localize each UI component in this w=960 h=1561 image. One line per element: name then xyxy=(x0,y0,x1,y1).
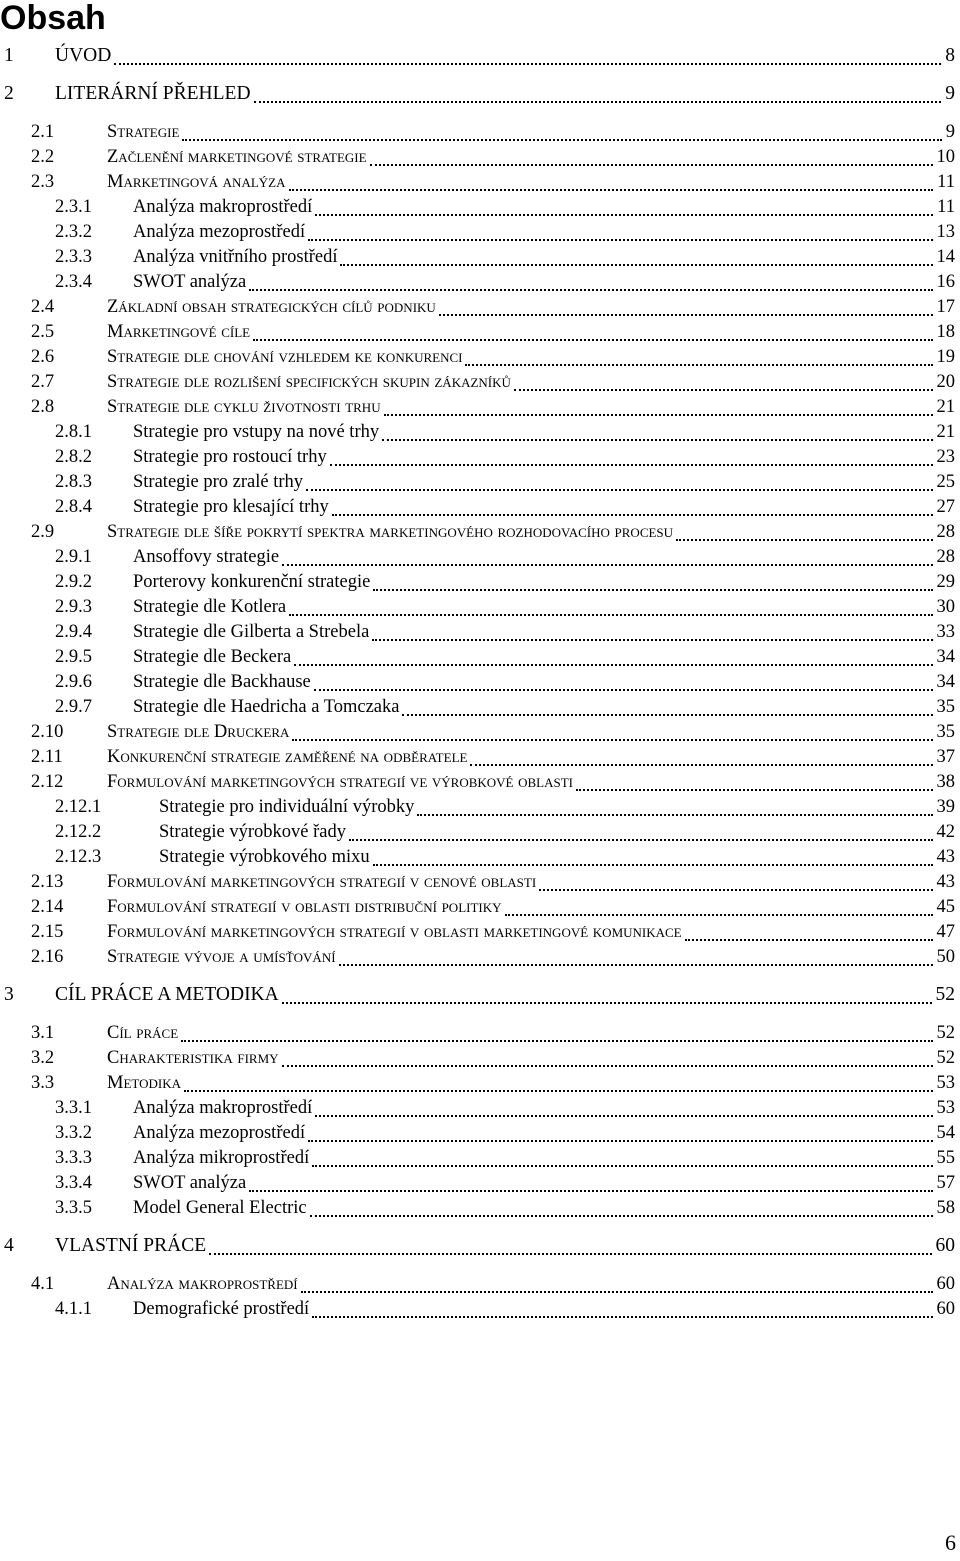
toc-entry-page: 37 xyxy=(936,747,955,767)
toc-entry-label: Strategie dle Haedricha a Tomczaka xyxy=(133,697,400,717)
toc-entry-label: Strategie dle Beckera xyxy=(133,647,292,667)
toc-entry-leader xyxy=(539,889,932,891)
toc-entry-leader xyxy=(384,414,933,416)
toc-entry-label: Strategie dle šíře pokrytí spektra marketingového rozhodovacího procesu xyxy=(107,522,674,542)
toc-entry-number: 2.1 xyxy=(31,122,55,142)
toc-entry-page: 33 xyxy=(936,622,955,642)
toc-entry-label: Strategie dle rozlišení specifických skupin zákazníků xyxy=(107,372,511,392)
toc-entry[interactable] xyxy=(0,595,955,619)
toc-entry-number: 2.3.1 xyxy=(55,197,92,217)
toc-entry-label: SWOT analýza xyxy=(133,1173,247,1193)
toc-entry[interactable] xyxy=(0,520,955,544)
toc-entry-number: 3.3.3 xyxy=(55,1148,92,1168)
toc-entry-number: 2.3.3 xyxy=(55,247,92,267)
toc-entry[interactable] xyxy=(0,1297,955,1321)
toc-entry-page: 21 xyxy=(936,397,955,417)
toc-entry-page: 19 xyxy=(936,347,955,367)
toc-entry[interactable] xyxy=(0,120,955,144)
toc-entry-page: 43 xyxy=(936,872,955,892)
toc-entry[interactable] xyxy=(0,395,955,419)
toc-entry-page: 23 xyxy=(936,447,955,467)
toc-entry-leader xyxy=(209,1253,931,1255)
toc-entry-label: Cíl práce xyxy=(107,1023,179,1043)
toc-entry-leader xyxy=(181,1040,932,1042)
toc-entry[interactable] xyxy=(0,645,955,669)
toc-entry[interactable] xyxy=(0,44,955,68)
toc-entry-number: 2.9.1 xyxy=(55,547,92,567)
toc-entry-label: Strategie dle chování vzhledem ke konkurenci xyxy=(107,347,463,367)
toc-entry-leader xyxy=(306,489,932,491)
toc-entry-leader xyxy=(373,864,933,866)
toc-entry-label: Strategie dle Backhause xyxy=(133,672,311,692)
toc-entry-label: VLASTNÍ PRÁCE xyxy=(55,1235,207,1256)
toc-entry[interactable] xyxy=(0,570,955,594)
toc-entry-page: 25 xyxy=(936,472,955,492)
toc-entry-label: Základní obsah strategických cílů podniku xyxy=(107,297,436,317)
toc-entry[interactable] xyxy=(0,770,955,794)
toc-entry-leader xyxy=(114,63,941,65)
toc-entry-number: 1 xyxy=(4,45,14,66)
toc-entry-leader xyxy=(289,189,934,191)
toc-entry-label: LITERÁRNÍ PŘEHLED xyxy=(55,83,251,104)
toc-entry-leader xyxy=(370,164,933,166)
toc-entry-number: 2.9 xyxy=(31,522,55,542)
toc-entry-number: 2.9.4 xyxy=(55,622,92,642)
toc-entry-label: Demografické prostředí xyxy=(133,1299,310,1319)
toc-entry-page: 53 xyxy=(936,1073,955,1093)
toc-entry-page: 9 xyxy=(945,122,955,142)
toc-entry-page: 53 xyxy=(936,1098,955,1118)
toc-entry-number: 2.8.3 xyxy=(55,472,92,492)
toc-entry-page: 16 xyxy=(936,272,955,292)
toc-entry-leader xyxy=(254,101,942,103)
toc-entry[interactable] xyxy=(0,1146,955,1170)
toc-entry-leader xyxy=(332,514,933,516)
toc-entry-page: 60 xyxy=(936,1299,955,1319)
toc-entry-leader xyxy=(505,914,933,916)
toc-entry-number: 2.3 xyxy=(31,172,55,192)
toc-entry-leader xyxy=(282,564,932,566)
toc-entry-label: Formulování marketingových strategií ve výrobkové oblasti xyxy=(107,772,574,792)
toc-entry-label: Metodika xyxy=(107,1073,181,1093)
toc-entry-number: 3.3.2 xyxy=(55,1123,92,1143)
toc-entry-number: 4.1 xyxy=(31,1274,55,1294)
toc-entry-label: Marketingová analýza xyxy=(107,172,286,192)
toc-entry[interactable] xyxy=(0,1171,955,1195)
toc-entry[interactable] xyxy=(0,220,955,244)
toc-entry-leader xyxy=(465,364,932,366)
toc-entry-leader xyxy=(514,389,933,391)
toc-entry-label: CÍL PRÁCE A METODIKA xyxy=(55,984,279,1005)
toc-entry-label: Formulování marketingových strategií v oblasti marketingové komunikace xyxy=(107,922,682,942)
toc-entry-number: 2.4 xyxy=(31,297,55,317)
toc-entry[interactable] xyxy=(0,795,955,819)
toc-entry-page: 34 xyxy=(936,672,955,692)
toc-entry-number: 2.11 xyxy=(31,747,63,767)
toc-entry-label: Konkurenční strategie zaměřené na odběratele xyxy=(107,747,468,767)
toc-entry-label: Strategie pro vstupy na nové trhy xyxy=(133,422,380,442)
toc-entry-page: 27 xyxy=(936,497,955,517)
toc-entry-page: 35 xyxy=(936,697,955,717)
toc-entry-label: Marketingové cíle xyxy=(107,322,251,342)
toc-entry-number: 3.3.1 xyxy=(55,1098,92,1118)
toc-entry-page: 52 xyxy=(935,984,955,1005)
toc-entry-page: 29 xyxy=(936,572,955,592)
toc-entry-leader xyxy=(289,614,932,616)
toc-entry-number: 2.2 xyxy=(31,147,55,167)
toc-entry-number: 3.3.5 xyxy=(55,1198,92,1218)
toc-entry-page: 14 xyxy=(936,247,955,267)
toc-entry-page: 54 xyxy=(936,1123,955,1143)
toc-entry-number: 2.10 xyxy=(31,722,64,742)
toc-entry[interactable] xyxy=(0,695,955,719)
toc-entry-number: 2.9.2 xyxy=(55,572,92,592)
toc-entry-number: 2.12.3 xyxy=(55,847,102,867)
toc-entry-number: 2.9.6 xyxy=(55,672,92,692)
toc-entry-page: 28 xyxy=(936,522,955,542)
toc-entry-label: Strategie pro rostoucí trhy xyxy=(133,447,327,467)
toc-entry[interactable] xyxy=(0,270,955,294)
toc-entry-label: Strategie dle Kotlera xyxy=(133,597,287,617)
toc-entry-label: Analýza mezoprostředí xyxy=(133,1123,306,1143)
toc-entry[interactable] xyxy=(0,1046,955,1070)
toc-entry-page: 43 xyxy=(936,847,955,867)
toc-entry[interactable] xyxy=(0,620,955,644)
toc-entry-page: 10 xyxy=(936,147,955,167)
toc-entry-number: 2.8.2 xyxy=(55,447,92,467)
toc-entry-leader xyxy=(676,539,932,541)
toc-entry-leader xyxy=(315,1115,932,1117)
toc-entry-page: 42 xyxy=(936,822,955,842)
toc-entry-leader xyxy=(315,214,933,216)
toc-entry[interactable] xyxy=(0,345,955,369)
toc-entry-page: 55 xyxy=(936,1148,955,1168)
toc-entry-leader xyxy=(373,589,932,591)
toc-entry-leader xyxy=(349,839,933,841)
toc-entry-leader xyxy=(249,1190,932,1192)
toc-entry-page: 50 xyxy=(936,947,955,967)
toc-entry-number: 3 xyxy=(4,984,14,1005)
toc-entry[interactable] xyxy=(0,1234,955,1258)
toc-entry-number: 3.1 xyxy=(31,1023,55,1043)
toc-entry-leader xyxy=(382,439,932,441)
toc-entry[interactable] xyxy=(0,1096,955,1120)
toc-entry-number: 3.2 xyxy=(31,1048,55,1068)
toc-entry-number: 2.9.7 xyxy=(55,697,92,717)
toc-entry[interactable] xyxy=(0,1071,955,1095)
toc-entry-number: 2.8.1 xyxy=(55,422,92,442)
toc-entry-label: Strategie dle cyklu životnosti trhu xyxy=(107,397,381,417)
toc-entry-number: 3.3.4 xyxy=(55,1173,92,1193)
toc-entry-number: 2.8 xyxy=(31,397,55,417)
toc-entry-number: 4 xyxy=(4,1235,14,1256)
toc-entry-page: 9 xyxy=(945,83,955,104)
toc-entry-label: Analýza makroprostředí xyxy=(133,197,313,217)
toc-entry-page: 52 xyxy=(936,1048,955,1068)
toc-entry-label: Ansoffovy strategie xyxy=(133,547,280,567)
toc-entry-page: 13 xyxy=(936,222,955,242)
toc-entry-label: Analýza makroprostředí xyxy=(107,1274,298,1294)
toc-entry-label: Strategie výrobkové řady xyxy=(159,822,346,842)
toc-entry-leader xyxy=(282,1065,933,1067)
toc-entry[interactable] xyxy=(0,470,955,494)
toc-entry-label: ÚVOD xyxy=(55,45,112,66)
toc-entry-label: Model General Electric xyxy=(133,1198,307,1218)
toc-entry[interactable] xyxy=(0,1272,955,1296)
toc-entry-label: Analýza makroprostředí xyxy=(133,1098,313,1118)
toc-entry-label: Strategie pro zralé trhy xyxy=(133,472,304,492)
toc-entry-page: 52 xyxy=(936,1023,955,1043)
toc-entry[interactable] xyxy=(0,445,955,469)
toc-entry-leader xyxy=(312,1165,932,1167)
toc-entry[interactable] xyxy=(0,1021,955,1045)
toc-entry-page: 57 xyxy=(936,1173,955,1193)
toc-entry-label: Strategie dle Druckera xyxy=(107,722,290,742)
page-number: 6 xyxy=(945,1530,956,1555)
toc-entry[interactable] xyxy=(0,845,955,869)
toc-entry-number: 2.16 xyxy=(31,947,64,967)
toc-entry-label: Analýza mikroprostředí xyxy=(133,1148,310,1168)
toc-entry[interactable] xyxy=(0,545,955,569)
toc-entry-page: 30 xyxy=(936,597,955,617)
toc-entry-number: 2.13 xyxy=(31,872,64,892)
toc-entry-page: 45 xyxy=(936,897,955,917)
toc-entry-leader xyxy=(330,464,933,466)
toc-entry-page: 35 xyxy=(936,722,955,742)
toc-entry-leader xyxy=(301,1291,933,1293)
toc-entry-leader xyxy=(417,814,932,816)
toc-entry-leader xyxy=(249,289,932,291)
toc-entry[interactable] xyxy=(0,920,955,944)
toc-entry[interactable] xyxy=(0,870,955,894)
toc-entry-page: 8 xyxy=(945,45,955,66)
toc-entry-leader xyxy=(312,1316,932,1318)
toc-entry[interactable] xyxy=(0,82,955,106)
toc-entry-page: 20 xyxy=(936,372,955,392)
toc-entry-page: 11 xyxy=(937,197,955,217)
toc-entry-number: 2.9.5 xyxy=(55,647,92,667)
toc-entry-label: Porterovy konkurenční strategie xyxy=(133,572,371,592)
toc-entry-page: 28 xyxy=(936,547,955,567)
toc-entry[interactable] xyxy=(0,1196,955,1220)
toc-entry-leader xyxy=(182,139,941,141)
toc-entry-label: Strategie výrobkového mixu xyxy=(159,847,370,867)
toc-entry-page: 60 xyxy=(936,1274,955,1294)
toc-entry-label: Strategie dle Gilberta a Strebela xyxy=(133,622,370,642)
toc-entry[interactable] xyxy=(0,420,955,444)
toc-entry-number: 2.3.2 xyxy=(55,222,92,242)
toc-entry-leader xyxy=(439,314,933,316)
toc-entry-leader xyxy=(340,264,932,266)
toc-entry[interactable] xyxy=(0,370,955,394)
toc-entry-label: Charakteristika firmy xyxy=(107,1048,279,1068)
toc-entry-number: 2.7 xyxy=(31,372,55,392)
toc-entry-label: Formulování marketingových strategií v cenové oblasti xyxy=(107,872,537,892)
toc-entry-page: 18 xyxy=(936,322,955,342)
toc-entry-number: 2.3.4 xyxy=(55,272,92,292)
toc-entry-label: Začlenění marketingové strategie xyxy=(107,147,367,167)
toc-entry[interactable] xyxy=(0,245,955,269)
toc-entry-leader xyxy=(402,714,932,716)
toc-entry-label: Analýza mezoprostředí xyxy=(133,222,306,242)
toc-entry[interactable] xyxy=(0,170,955,194)
toc-entry-page: 21 xyxy=(936,422,955,442)
toc-entry-number: 2.12.1 xyxy=(55,797,102,817)
page-title: Obsah xyxy=(0,0,106,37)
toc-entry-leader xyxy=(310,1215,933,1217)
toc-entry-page: 58 xyxy=(936,1198,955,1218)
toc-entry-number: 2.8.4 xyxy=(55,497,92,517)
toc-entry-number: 2 xyxy=(4,83,14,104)
toc-entry[interactable] xyxy=(0,495,955,519)
toc-entry-leader xyxy=(294,664,932,666)
toc-entry[interactable] xyxy=(0,895,955,919)
toc-entry[interactable] xyxy=(0,145,955,169)
toc-entry-leader xyxy=(184,1090,933,1092)
toc-entry[interactable] xyxy=(0,295,955,319)
toc-entry-number: 2.14 xyxy=(31,897,64,917)
toc-entry-number: 2.12 xyxy=(31,772,64,792)
toc-entry-label: Formulování strategií v oblasti distribuční politiky xyxy=(107,897,502,917)
toc-entry[interactable] xyxy=(0,983,955,1007)
toc-entry[interactable] xyxy=(0,670,955,694)
toc-entry-leader xyxy=(685,939,933,941)
toc-entry[interactable] xyxy=(0,745,955,769)
toc-entry-label: Strategie pro individuální výrobky xyxy=(159,797,415,817)
toc-entry-label: SWOT analýza xyxy=(133,272,247,292)
toc-entry-leader xyxy=(308,1140,932,1142)
toc-entry[interactable] xyxy=(0,945,955,969)
toc-entry[interactable] xyxy=(0,320,955,344)
toc-entry-leader xyxy=(470,764,932,766)
toc-entry-number: 2.12.2 xyxy=(55,822,102,842)
toc-entry-number: 2.9.3 xyxy=(55,597,92,617)
toc-entry-label: Analýza vnitřního prostředí xyxy=(133,247,338,267)
toc-entry-number: 2.15 xyxy=(31,922,64,942)
toc-entry-page: 11 xyxy=(937,172,955,192)
toc-entry-label: Strategie pro klesající trhy xyxy=(133,497,329,517)
toc-entry-label: Strategie xyxy=(107,122,180,142)
toc-entry-label: Strategie vývoje a umísťování xyxy=(107,947,336,967)
toc-entry-leader xyxy=(308,239,932,241)
toc-entry-number: 2.6 xyxy=(31,347,55,367)
toc-entry[interactable] xyxy=(0,820,955,844)
toc-entry-leader xyxy=(372,639,932,641)
toc-entry-number: 2.5 xyxy=(31,322,55,342)
toc-entry-page: 60 xyxy=(935,1235,955,1256)
toc-entry-number: 3.3 xyxy=(31,1073,55,1093)
toc-entry-page: 39 xyxy=(936,797,955,817)
toc-entry[interactable] xyxy=(0,195,955,219)
toc-entry-leader xyxy=(339,964,933,966)
toc-entry-leader xyxy=(292,739,932,741)
toc-entry-number: 4.1.1 xyxy=(55,1299,92,1319)
toc-entry[interactable] xyxy=(0,1121,955,1145)
toc-entry-page: 38 xyxy=(936,772,955,792)
toc-entry-page: 17 xyxy=(936,297,955,317)
toc-entry-leader xyxy=(253,339,932,341)
toc-entry-page: 34 xyxy=(936,647,955,667)
toc-entry-leader xyxy=(314,689,933,691)
toc-entry-leader xyxy=(576,789,932,791)
toc-entry-leader xyxy=(282,1002,932,1004)
toc-entry[interactable] xyxy=(0,720,955,744)
toc-entry-page: 47 xyxy=(936,922,955,942)
